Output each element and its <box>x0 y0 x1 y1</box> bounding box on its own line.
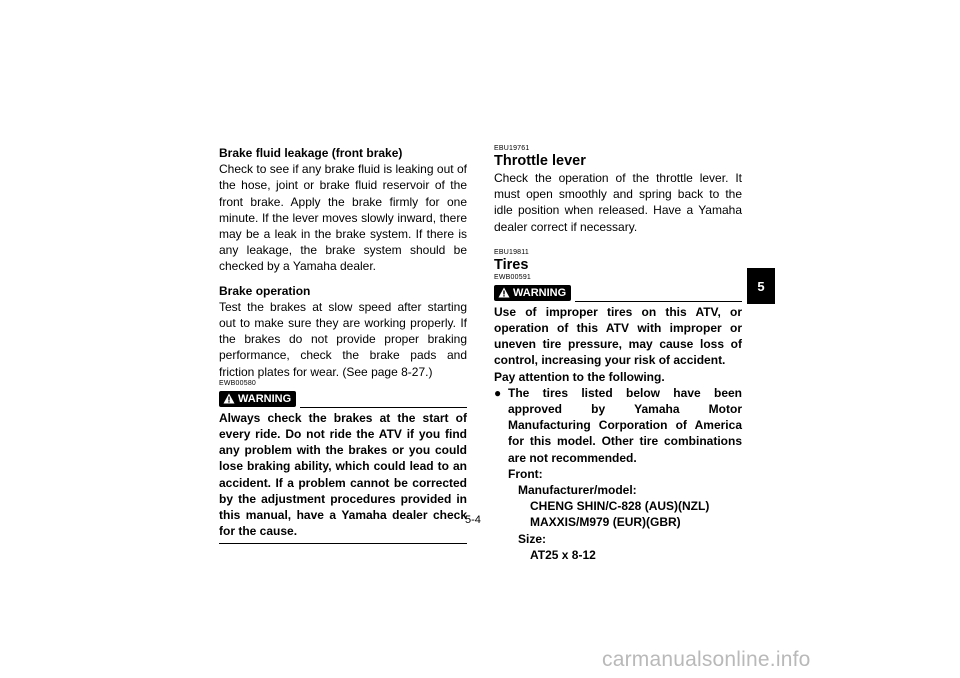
tires-warning-code: EWB00591 <box>494 273 532 281</box>
warning-triangle-icon <box>498 287 510 298</box>
warning-rule <box>300 407 467 408</box>
right-column <box>494 145 742 563</box>
section-tab: 5 <box>747 268 775 304</box>
tires-warning-header <box>494 284 742 302</box>
tires-warning-label: WARNING <box>513 286 567 299</box>
watermark: carmanualsonline.info <box>602 648 811 671</box>
brake-operation-text: Test the brakes at slow speed after starting out to make sure they are working properly. If the brakes do not provide proper braking performance, check the brake pads and friction plates for wear. (See page 8-27.) <box>219 299 467 379</box>
warning-label: WARNING <box>238 392 292 405</box>
warning-end-rule <box>219 543 467 544</box>
warning-badge <box>219 391 296 407</box>
tire-model-1: CHENG SHIN/C-828 (AUS)(NZL) <box>530 499 710 514</box>
brake-fluid-leakage-heading: Brake fluid leakage (front brake) <box>219 146 403 160</box>
bullet-text: The tires listed below have been approved by Yamaha Motor Manufacturing Corporation of America for this model. Other tire combinations are not recommended. <box>508 385 742 465</box>
throttle-code: EBU19761 <box>494 145 530 152</box>
tires-warning-badge <box>494 285 571 301</box>
brake-operation-heading: Brake operation <box>219 283 311 298</box>
left-column <box>219 145 467 544</box>
tires-warning-text: Use of improper tires on this ATV, or operation of this ATV with improper or uneven tire pressure, may cause loss of control, increasing your risk of accident. <box>494 304 742 368</box>
tires-warning-rule <box>575 301 742 302</box>
manufacturer-label: Manufacturer/model: <box>518 483 637 498</box>
warning-code: EWB00580 <box>219 379 257 387</box>
warning-text: Always check the brakes at the start of every ride. Do not ride the ATV if you find any problem with the brakes or you could lose braking ability, which could lead to an accident. If a problem cannot be corrected by the adjustment procedures provided in this manual, have a Yamaha dealer check for the cause. <box>219 410 467 539</box>
attention-text: Pay attention to the following. <box>494 369 665 384</box>
throttle-lever-heading: Throttle lever <box>494 153 586 169</box>
bullet-icon: ● <box>494 385 502 400</box>
warning-header <box>219 390 467 408</box>
size-value: AT25 x 8-12 <box>530 547 596 562</box>
tire-model-2: MAXXIS/M979 (EUR)(GBR) <box>530 515 681 530</box>
warning-triangle-icon <box>223 393 235 404</box>
front-label: Front: <box>508 466 543 481</box>
brake-fluid-leakage-text: Check to see if any brake fluid is leaking out of the hose, joint or brake fluid reservoir of the front brake. Apply the brake firmly for one minute. If the lever moves slowly inward, there may be a leak in the brake system. If there is any leakage, the brake system should be checked by a Yamaha dealer. <box>219 162 467 274</box>
size-label: Size: <box>518 531 547 546</box>
tires-heading: Tires <box>494 256 529 273</box>
tires-code: EBU19811 <box>494 248 529 256</box>
tire-bullet-item <box>494 385 742 466</box>
page-number: 5-4 <box>465 514 481 526</box>
throttle-lever-text: Check the operation of the throttle lever. It must open smoothly and spring back to the idle position when released. Have a Yamaha dealer correct if necessary. <box>494 171 742 234</box>
